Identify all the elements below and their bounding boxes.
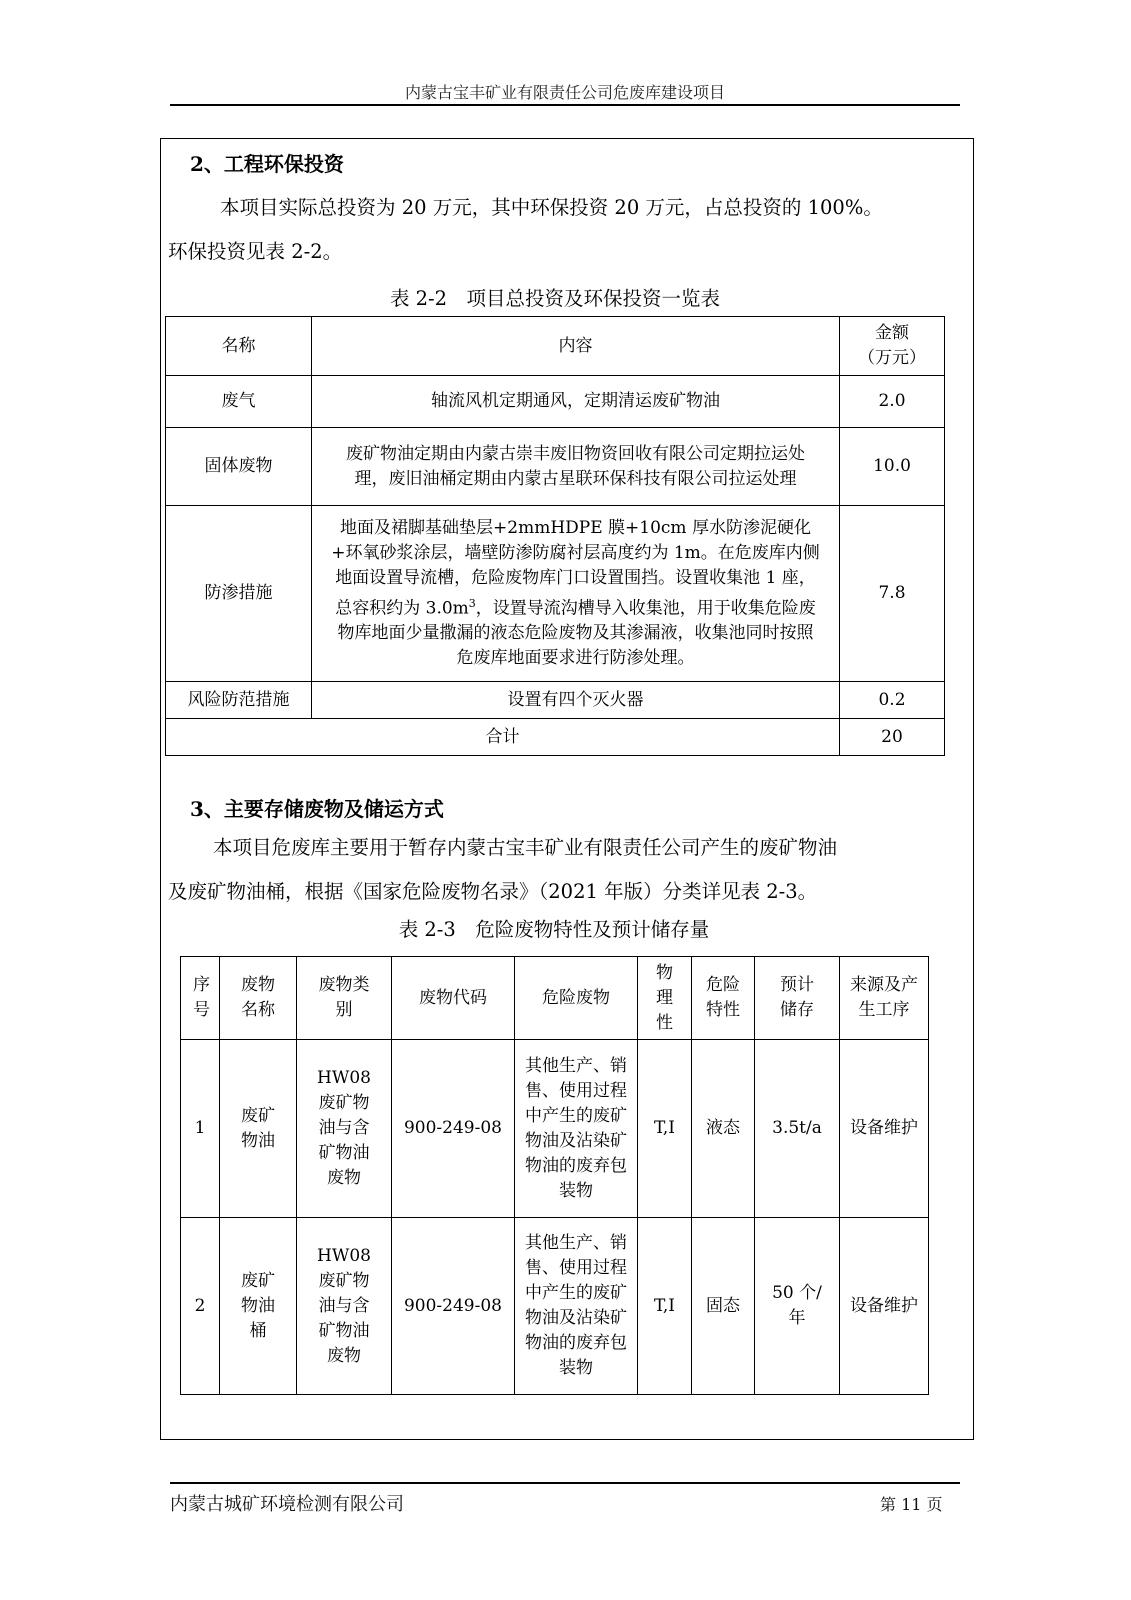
row-content: 废矿物油定期由内蒙古崇丰废旧物资回收有限公司定期拉运处理，废旧油桶定期由内蒙古星联环保科技有限公司拉运处理 [312,428,840,506]
row-seq: 2 [181,1218,220,1395]
row-content-part-b: ，设置导流沟槽导入收集池，用于收集危险废物库地面少量撒漏的液态危险废物及其渗漏液，收集池同时按照危废库地面要求进行防渗处理。 [337,598,816,669]
header-amount-line2: （万元） [858,348,926,368]
table-2-3-caption: 表 2-3 危险废物特性及预计储存量 [398,918,710,941]
row-source: 设备维护 [840,1218,929,1395]
row-seq: 1 [181,1040,220,1218]
section-3-heading: 3、主要存储废物及储运方式 [190,797,444,821]
header-physical: 物理性 [638,957,692,1040]
header-amount [840,317,945,376]
row-property: 固态 [692,1218,755,1395]
row-storage: 50 个/年 [755,1218,840,1395]
row-waste-name: 废矿物油 [220,1040,297,1218]
header-seq: 序号 [181,957,220,1040]
row-amount: 0.2 [840,682,945,719]
table-row [181,1218,929,1395]
table-header-row [181,957,929,1040]
header-rule [170,104,960,106]
header-category: 废物类别 [297,957,392,1040]
section-2-para-line1: 本项目实际总投资为 20 万元，其中环保投资 20 万元，占总投资的 100%。 [220,196,883,219]
header-property: 危险特性 [692,957,755,1040]
section-3-para-line2: 及废矿物油桶，根据《国家危险废物名录》（2021 年版）分类详见表 2-3。 [168,880,818,903]
header-source: 来源及产生工序 [840,957,929,1040]
row-waste-name: 废矿物油桶 [220,1218,297,1395]
section-2-heading: 2、工程环保投资 [190,152,344,176]
header-name: 名称 [166,317,312,376]
header-storage: 预计储存 [755,957,840,1040]
footer-rule [170,1482,960,1484]
cubic-superscript: 3 [468,596,476,610]
row-name: 防渗措施 [166,506,312,682]
row-content: 设置有四个灭火器 [312,682,840,719]
header-hazardous: 危险废物 [515,957,638,1040]
total-amount: 20 [840,719,945,756]
row-hazardous: 其他生产、销售、使用过程中产生的废矿物油及沾染矿物油的废弃包装物 [515,1040,638,1218]
section-3-para-line1: 本项目危废库主要用于暂存内蒙古宝丰矿业有限责任公司产生的废矿物油 [213,836,838,859]
row-name: 固体废物 [166,428,312,506]
table-row [166,376,945,428]
page-header-title: 内蒙古宝丰矿业有限责任公司危废库建设项目 [404,83,725,102]
hazardous-waste-table [180,956,929,1395]
table-total-row [166,719,945,756]
row-hazardous: 其他生产、销售、使用过程中产生的废矿物油及沾染矿物油的废弃包装物 [515,1218,638,1395]
row-category: HW08 废矿物油与含矿物油废物 [297,1040,392,1218]
row-amount: 2.0 [840,376,945,428]
row-physical: T,I [638,1040,692,1218]
row-storage: 3.5t/a [755,1040,840,1218]
row-content: 轴流风机定期通风，定期清运废矿物油 [312,376,840,428]
header-waste-name: 废物名称 [220,957,297,1040]
footer-page-number: 第 11 页 [880,1495,943,1514]
investment-table [165,316,945,756]
header-amount-line1: 金额 [875,323,909,343]
row-category: HW08 废矿物油与含矿物油废物 [297,1218,392,1395]
table-header-row [166,317,945,376]
row-amount: 7.8 [840,506,945,682]
table-row [181,1040,929,1218]
row-code: 900-249-08 [392,1218,515,1395]
header-code: 废物代码 [392,957,515,1040]
row-name: 风险防范措施 [166,682,312,719]
row-code: 900-249-08 [392,1040,515,1218]
table-2-2-caption: 表 2-2 项目总投资及环保投资一览表 [389,287,721,310]
section-2-para-line2: 环保投资见表 2-2。 [168,240,343,263]
total-label: 合计 [166,719,840,756]
row-source: 设备维护 [840,1040,929,1218]
row-content-part-a: 地面及裙脚基础垫层+2mmHDPE 膜+10cm 厚水防渗泥硬化+环氧砂浆涂层，墙壁防渗防腐衬层高度约为 1m。在危废库内侧地面设置导流槽，危险废物库门口设置围挡。设置收集池 1 座，总容积约为 3.0m [331,517,820,619]
row-content [312,506,840,682]
header-content: 内容 [312,317,840,376]
row-physical: T,I [638,1218,692,1395]
row-amount: 10.0 [840,428,945,506]
table-row [166,428,945,506]
footer-company: 内蒙古城矿环境检测有限公司 [170,1494,404,1515]
row-name: 废气 [166,376,312,428]
row-property: 液态 [692,1040,755,1218]
table-row [166,506,945,682]
table-row [166,682,945,719]
